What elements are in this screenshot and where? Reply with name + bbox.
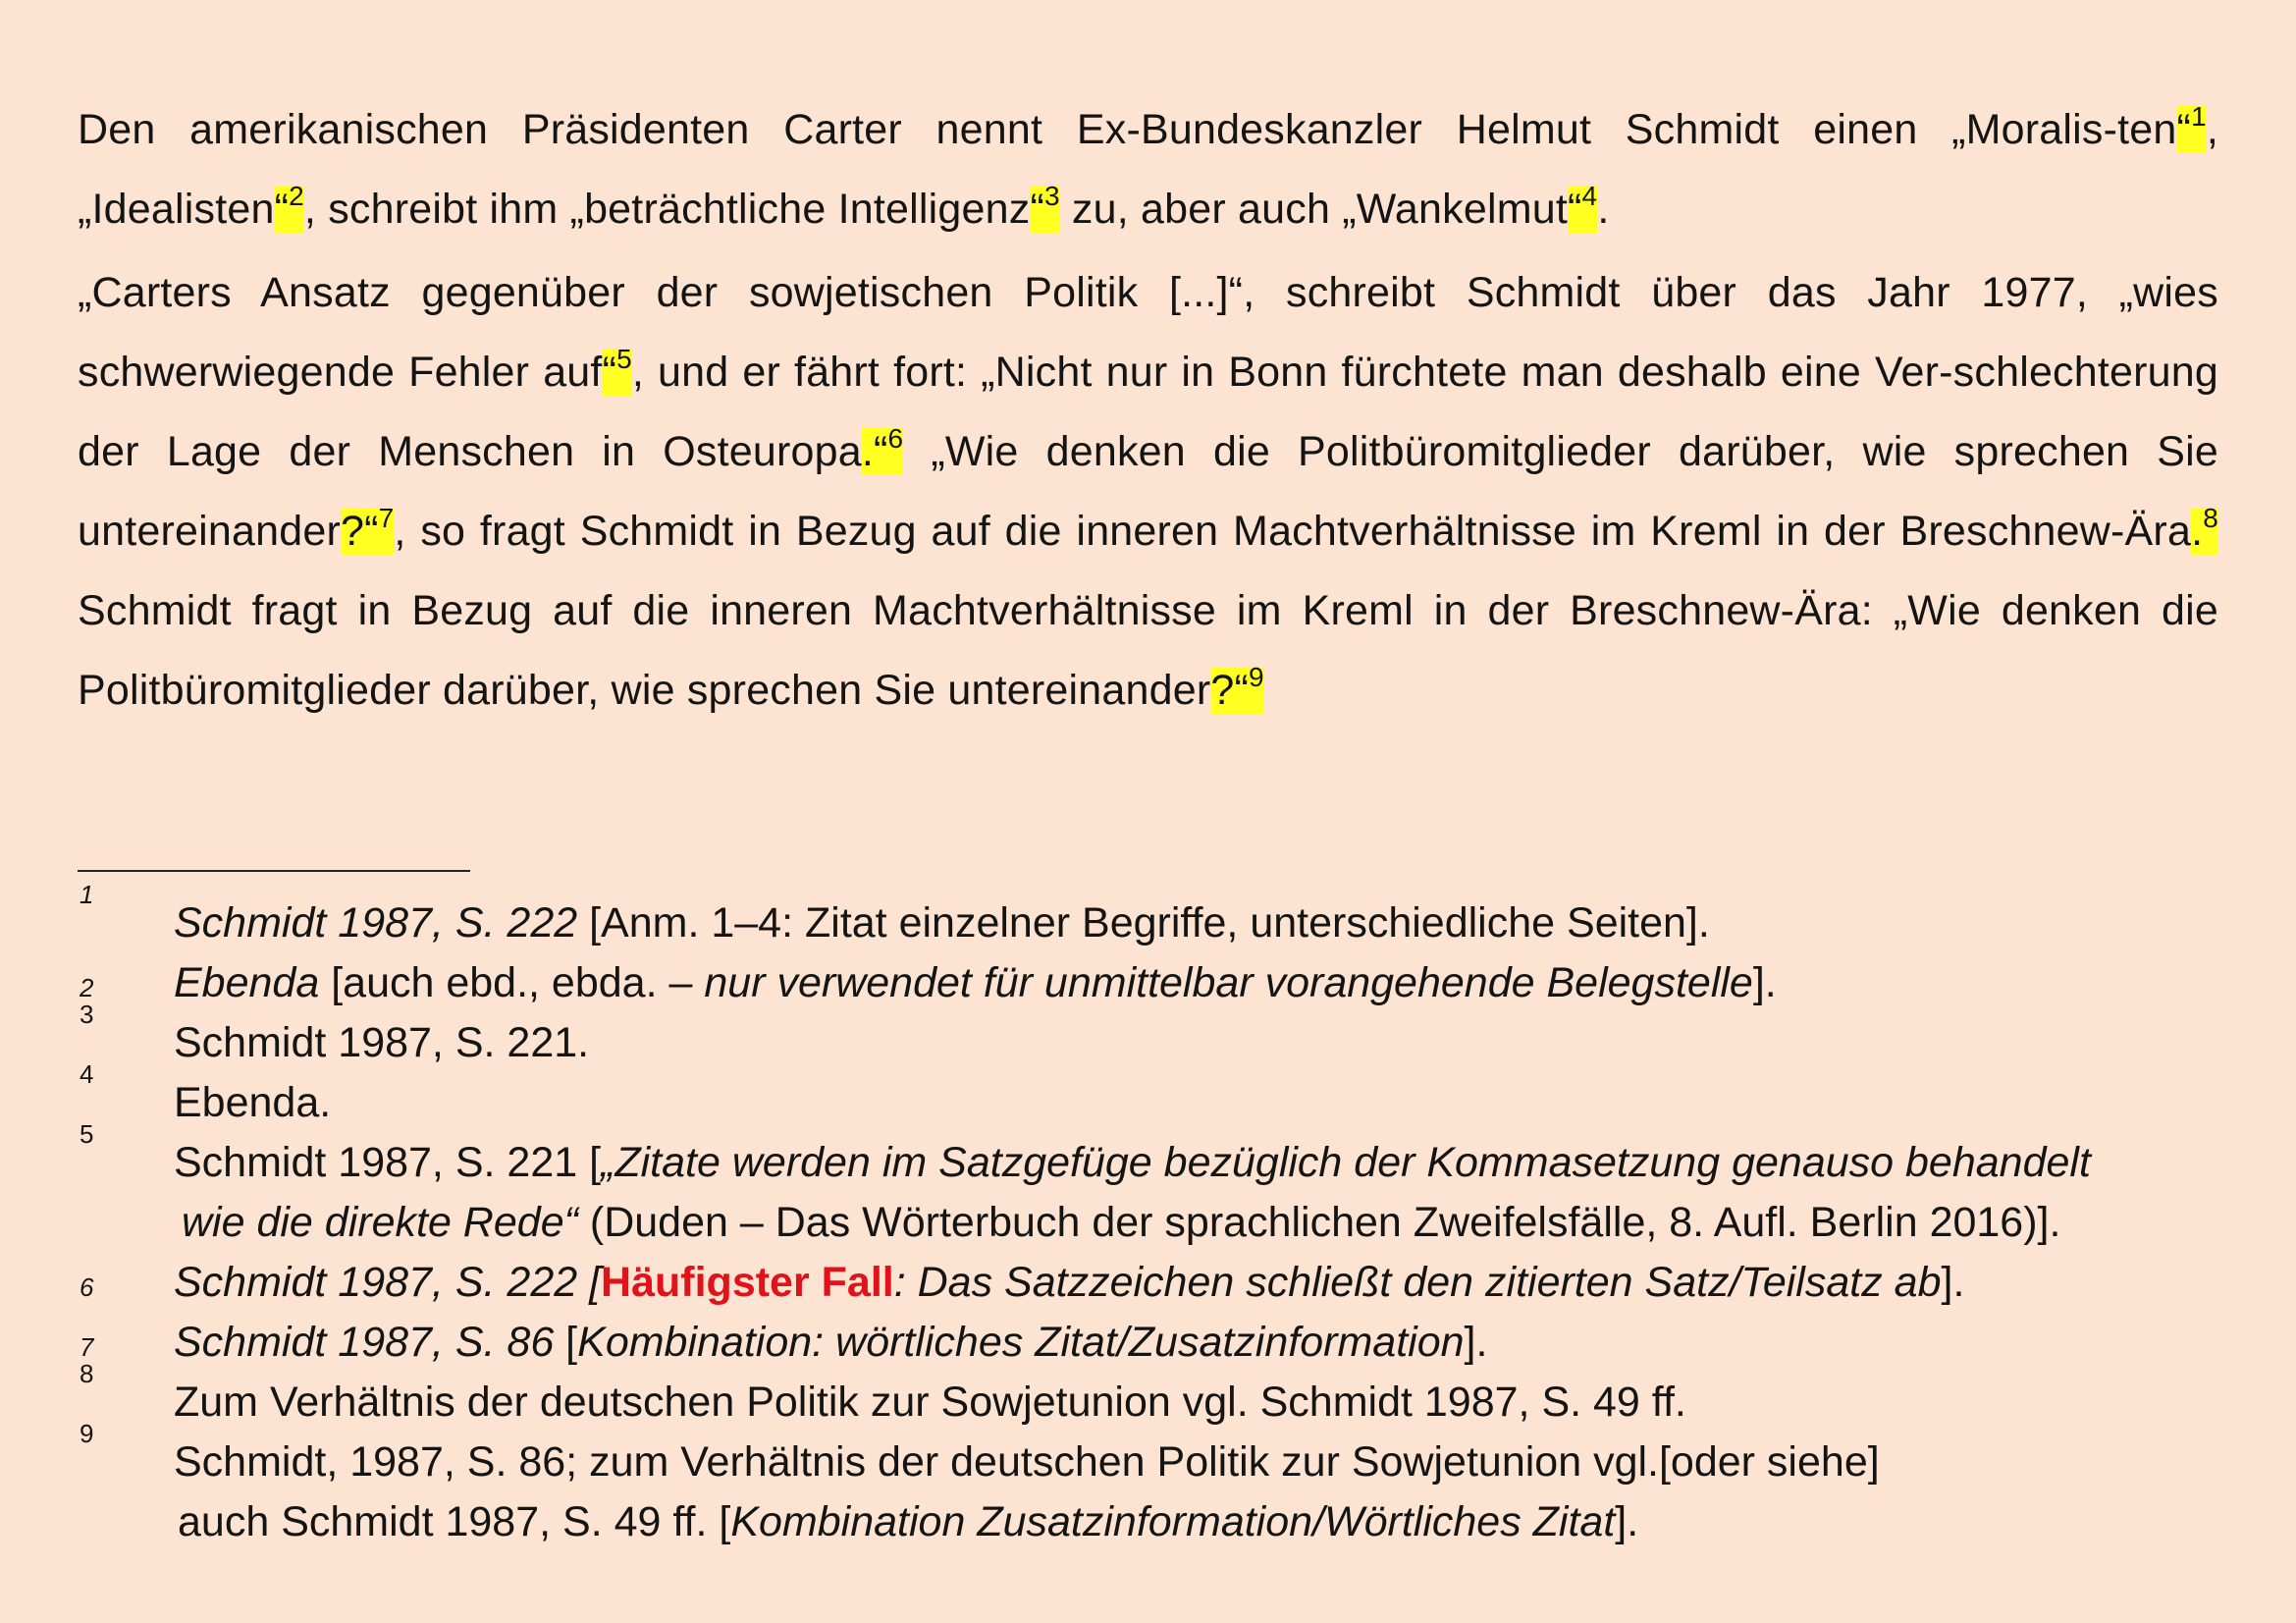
text-run: , und er fährt fort: „Nicht nur in Bonn fürchtete man deshalb eine Ver-schlechterung der Lage der Menschen in Osteuropa	[78, 349, 2218, 475]
footnote-run: ].	[1752, 959, 1777, 1006]
footnote-separator	[78, 870, 470, 872]
footnote-run: [Anm. 1–4: Zitat einzelner Begriffe, unterschiedliche Seiten].	[577, 899, 1710, 947]
footnote-marker-5[interactable]: “$^5$	[602, 344, 632, 396]
footnote-run: Schmidt 1987, S. 222 [	[174, 1259, 602, 1306]
text-run: .	[1597, 186, 1610, 233]
paragraph-1	[78, 90, 2218, 249]
footnote-run: wie die direkte Rede“	[182, 1199, 578, 1246]
footnote-text	[174, 1133, 2216, 1253]
footnote-line	[174, 1492, 2216, 1552]
footnote-9	[78, 1419, 2218, 1545]
footnote-number: 9	[80, 1419, 94, 1448]
footnotes	[78, 880, 2218, 1545]
footnote-line	[174, 1139, 2091, 1186]
footnote-4	[78, 1059, 2218, 1126]
paragraph-2	[78, 253, 2218, 730]
footnote-run: Ebenda	[174, 959, 320, 1006]
footnote-1	[78, 880, 2218, 947]
footnote-5	[78, 1119, 2218, 1246]
footnote-number: 2	[80, 973, 94, 1002]
text-run: „Wie denken die Politbüromitglieder darüber, wie sprechen Sie untereinander	[78, 428, 2219, 555]
footnote-marker-9[interactable]: ?“$^9$	[1210, 662, 1264, 714]
footnote-run: Schmidt 1987, S. 221.	[174, 1019, 590, 1066]
footnote-run: Zum Verhältnis der deutschen Politik zur Sowjetunion vgl. Schmidt 1987, S. 49 ff.	[174, 1379, 1686, 1426]
footnote-8	[78, 1359, 2218, 1426]
footnote-6	[78, 1239, 2218, 1306]
footnote-run: Schmidt 1987, S. 222	[174, 899, 578, 947]
footnote-marker-2[interactable]: “$^2$	[274, 181, 304, 233]
footnote-run: auch Schmidt 1987, S. 49 ff. [	[178, 1498, 731, 1545]
text-run: Schmidt fragt in Bezug auf die inneren Machtverhältnisse im Kreml in der Breschnew-Ära: „Wie denken die Politbüromitglieder darüber, wie sprechen Sie untereinander	[78, 587, 2218, 714]
footnote-number: 1	[80, 880, 94, 909]
footnote-2	[78, 940, 2218, 1006]
body-text	[78, 90, 2218, 730]
footnote-marker-1[interactable]: “$^1$	[2176, 101, 2207, 153]
text-run: zu, aber auch „Wankelmut	[1059, 186, 1569, 233]
footnote-number: 5	[80, 1119, 94, 1149]
text-run: , so fragt Schmidt in Bezug auf die inneren Machtverhältnisse im Kreml in der Breschnew-Ära	[394, 508, 2192, 555]
footnote-run: Schmidt 1987, S. 86	[174, 1319, 555, 1366]
footnote-7	[78, 1299, 2218, 1366]
text-run: , „Idealisten	[78, 106, 2218, 233]
footnote-run: ].	[1615, 1498, 1639, 1545]
footnote-run: (Duden – Das Wörterbuch der sprachlichen Zweifelsfälle, 8. Aufl. Berlin 2016)].	[577, 1199, 2061, 1246]
text-run: Den amerikanischen Präsidenten Carter nennt Ex-Bundeskanzler Helmut Schmidt einen „Moralis-ten	[78, 106, 2177, 153]
footnote-run: Schmidt 1987, S. 221 [	[174, 1139, 602, 1186]
footnote-number: 7	[80, 1332, 94, 1362]
footnote-number: 8	[80, 1359, 94, 1388]
footnote-run: ].	[1941, 1259, 1965, 1306]
footnote-marker-6[interactable]: .“$^6$	[861, 423, 904, 475]
footnote-marker-3[interactable]: “$^3$	[1030, 181, 1060, 233]
footnote-line	[174, 1438, 1880, 1486]
footnote-run: nur verwendet für unmittelbar vorangehende Belegstelle	[704, 959, 1753, 1006]
footnote-number: 6	[80, 1272, 94, 1302]
footnote-run: Ebenda.	[174, 1079, 332, 1126]
footnote-marker-8[interactable]: .$^8$	[2191, 503, 2218, 555]
footnote-3	[78, 1000, 2218, 1066]
footnote-run: Häufigster Fall	[601, 1259, 894, 1306]
footnote-run: ].	[1464, 1319, 1488, 1366]
text-run: „Carters Ansatz gegenüber der sowjetischen Politik [...]“, schreibt Schmidt über das Jahr 1977, „wies schwerwiegende Fehler auf	[78, 269, 2218, 396]
footnote-run: : Das Satzzeichen schließt den zitierten Satz/Teilsatz ab	[893, 1259, 1942, 1306]
footnote-run: Kombination: wörtliches Zitat/Zusatzinformation	[577, 1319, 1465, 1366]
footnote-run: „Zitate werden im Satzgefüge bezüglich der Kommasetzung genauso behandelt	[601, 1139, 2091, 1186]
footnote-number: 3	[80, 1000, 94, 1029]
footnote-marker-7[interactable]: ?“$^7$	[340, 503, 395, 555]
footnote-run: Schmidt, 1987, S. 86; zum Verhältnis der deutschen Politik zur Sowjetunion vgl.[oder siehe]	[174, 1438, 1880, 1486]
footnote-run: Kombination Zusatzinformation/Wörtliches Zitat	[730, 1498, 1616, 1545]
footnote-text	[174, 1433, 2216, 1552]
footnote-number: 4	[80, 1059, 94, 1089]
footnote-run: [	[554, 1319, 578, 1366]
text-run: , schreibt ihm „beträchtliche Intelligenz	[303, 186, 1031, 233]
footnote-run: [auch ebd., ebda. –	[319, 959, 705, 1006]
footnote-marker-4[interactable]: “$^4$	[1568, 181, 1598, 233]
